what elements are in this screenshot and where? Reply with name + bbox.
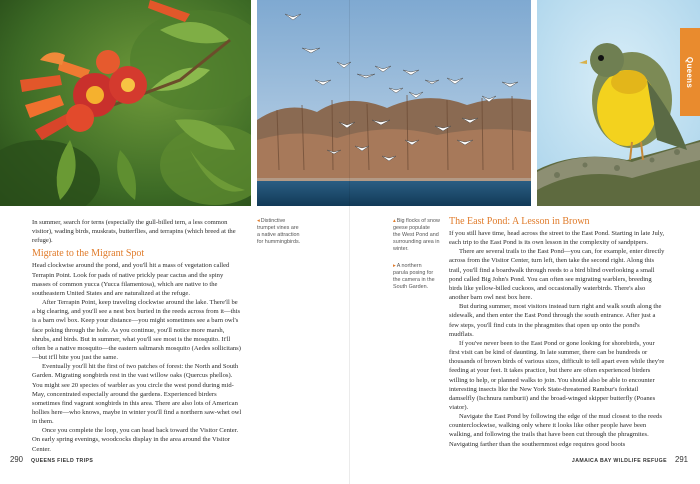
section-tab-label: Queens	[685, 56, 695, 88]
caption-arrow-icon: ▴	[393, 218, 396, 224]
right-folio	[572, 449, 688, 467]
trumpet-vine-caption	[257, 218, 313, 246]
northern-parula-caption	[393, 263, 441, 291]
left-folio	[10, 449, 93, 467]
body-paragraph: Once you complete the loop, you can head back toward the Visitor Center. On early spring evenings, woodcocks display in the area around the Visitor Center.	[32, 427, 239, 453]
page-number: 291	[674, 455, 688, 464]
body-paragraph: Eventually you'll hit the first of two patches of forest: the North and South Garden. Migrating songbirds rest in the vast willow oaks (Quercus phellos). You might see 20 species of warbler as you circle the west pond during mid-May, concentrated especially around the gardens. Experienced birders sometimes find vagrant songbirds in this area. There are also lots of American hollies here—who knows, maybe in winter you'll find a northern saw-whet owl in them.	[32, 363, 242, 426]
body-paragraph: Navigate the East Pond by following the edge of the mud closest to the reeds counterclockwise, walking only where it looks like other people have been walking, and following the trails that have been cut through the phragmites. Navigating farther than the southernmost edge requires good boots	[449, 413, 662, 448]
section-heading: Migrate to the Migrant Spot	[32, 248, 145, 260]
northern-parula-photo	[537, 0, 700, 206]
caption-line: Big flocks of snow	[396, 218, 440, 224]
caption-line: Distinctive	[260, 218, 286, 224]
caption-line: for hummingbirds.	[257, 239, 301, 245]
right-page-body	[449, 218, 665, 449]
caption-line: surrounding area in	[393, 239, 440, 245]
body-paragraph: If you still have time, head across the street to the East Pond. Starting in late July, each trip to the East Pond is its own lesson in the complexity of sandpipers.	[449, 230, 665, 247]
caption-line: parula posing for	[393, 270, 434, 276]
caption-line: the West Pond and	[393, 232, 439, 238]
caption-arrow-icon: ▸	[393, 263, 396, 269]
caption-line: South Garden.	[393, 284, 429, 290]
caption-line: trumpet vines are	[257, 225, 299, 231]
body-paragraph: If you've never been to the East Pond or gone looking for shorebirds, your first visit can be kind of daunting. In late summer, there can be hundreds or thousands of brown birds of various sizes, difficult to tell apart even while they're feeding at your feet. It takes practice, but there are often experienced birders willing to help, or planned walks to join. You should also be able to encounter interesting insects like the New York State-threatened Rambur's forktail damselfly (Ischnura ramburii) and the broad-winged skipper butterfly (Poanes viator).	[449, 339, 665, 411]
caption-line: a native attraction	[257, 232, 300, 238]
caption-line: the camera in the	[393, 277, 435, 283]
caption-arrow-icon: ◂	[257, 218, 260, 224]
page-gutter	[349, 0, 350, 484]
left-page-body	[32, 218, 242, 454]
caption-line: winter.	[393, 246, 409, 252]
body-paragraph: Head clockwise around the pond, and you'll hit a mass of vegetation called Terrapin Point. Look for pads of native prickly pear cactus and the spiny masses of common yucca (Yucca filamentosa), which are native to the southeastern United States and are naturalized at the refuge.	[32, 262, 230, 297]
body-paragraph: There are several trails to the East Pond—you can, for example, enter directly across from the Visitor Center, turn left, then take the second right. Along this trail, you'll find a boardwalk through reeds to a bird blind overlooking a small pond called Big John's Pond. You can often see migrating warblers, breeding birds like yellow-billed cuckoos, and occasionally waterbirds. There's also another barn owl nest box here.	[449, 248, 665, 302]
body-paragraph: In summer, search for terns (especially the gull-billed tern, a less common visitor), wading birds, muskrats, butterflies, and terrapins (which breed at the refuge).	[32, 219, 236, 245]
snow-geese-caption	[393, 218, 443, 253]
section-heading: The East Pond: A Lesson in Brown	[449, 216, 590, 227]
body-paragraph: But during summer, most visitors instead turn right and walk south along the sidewalk, and then enter the East Pond through the south entrance. After just a few steps, you'll find cuts in the phragmites that open up onto the pond's mudflats.	[449, 303, 662, 338]
snow-geese-photo	[257, 0, 531, 206]
page-number: 290	[10, 455, 24, 464]
section-tab	[680, 28, 700, 116]
running-head: JAMAICA BAY WILDLIFE REFUGE	[571, 458, 667, 464]
body-paragraph: After Terrapin Point, keep traveling clockwise around the lake. There'll be a big clearing, and you'll see a nest box buried in the reeds across from it—this is a barn owl box. Keep your distance—you might sometimes see a barn owl's face poking through the hole. As you continue, you'll notice more marsh, shrubs, and birds. But in summer, what you'll see most is the mosquito. It'll often be a native mosquito—the eastern saltmarsh mosquito (Aedes sollicitans)—but it'll bite you just the same.	[32, 299, 241, 362]
caption-line: geese populate	[393, 225, 430, 231]
trumpet-vine-flowers-photo	[0, 0, 251, 206]
running-head: QUEENS FIELD TRIPS	[31, 458, 94, 464]
caption-line: A northern	[396, 263, 422, 269]
